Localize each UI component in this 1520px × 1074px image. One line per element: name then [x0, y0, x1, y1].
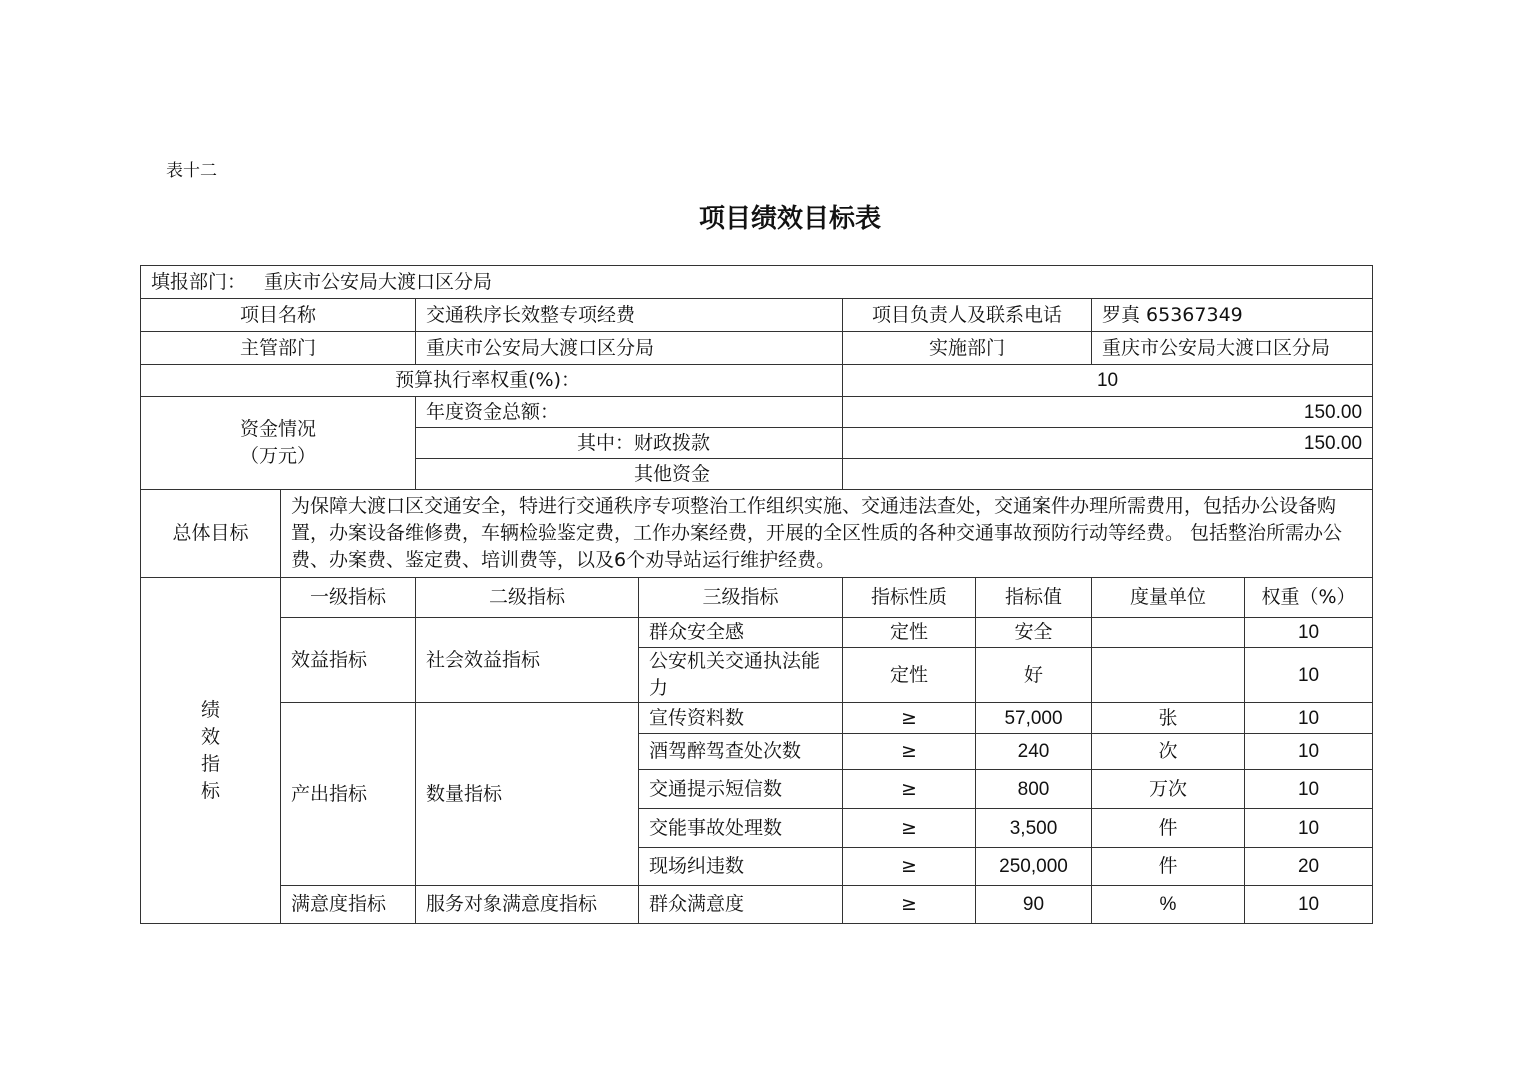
funds-other-label: 其他资金: [416, 459, 843, 490]
unit-cell: [1092, 648, 1245, 703]
level3-cell: 公安机关交通执法能力: [639, 648, 843, 703]
nature-cell: ≥: [843, 734, 976, 770]
unit-cell: 件: [1092, 848, 1245, 886]
table-row: [141, 886, 1373, 924]
level3-cell: 交能事故处理数: [639, 809, 843, 848]
header-unit: 度量单位: [1092, 578, 1245, 618]
fill-dept-cell: [141, 266, 1373, 299]
funds-total-label: 年度资金总额：: [416, 397, 843, 428]
dept-row: [141, 332, 1373, 365]
nature-cell: ≥: [843, 809, 976, 848]
budget-rate-value: 10: [843, 365, 1373, 397]
level3-cell: 宣传资料数: [639, 703, 843, 734]
project-name-row: [141, 299, 1373, 332]
unit-cell: 件: [1092, 809, 1245, 848]
supervisor-label: 主管部门: [141, 332, 416, 365]
table-row: [141, 618, 1373, 648]
funds-fiscal-label: 其中：财政拨款: [416, 428, 843, 459]
weight-cell: 10: [1245, 886, 1373, 924]
header-weight: 权重（%）: [1245, 578, 1373, 618]
funds-label-line1: 资金情况: [239, 418, 316, 440]
fill-dept-label: 填报部门：: [151, 270, 247, 293]
weight-cell: 10: [1245, 734, 1373, 770]
level1-output: 产出指标: [281, 703, 416, 886]
table-number-label: 表十二: [166, 161, 217, 181]
unit-cell: 张: [1092, 703, 1245, 734]
fill-dept-value: 重庆市公安局大渡口区分局: [264, 270, 493, 293]
value-cell: 好: [976, 648, 1092, 703]
weight-cell: 10: [1245, 770, 1373, 809]
value-cell: 250,000: [976, 848, 1092, 886]
table-row: [141, 703, 1373, 734]
value-cell: 3,500: [976, 809, 1092, 848]
indicator-header-row: [141, 578, 1373, 618]
value-cell: 240: [976, 734, 1092, 770]
unit-cell: 万次: [1092, 770, 1245, 809]
objective-label: 总体目标: [141, 490, 281, 578]
level1-benefit: 效益指标: [281, 618, 416, 703]
level1-satisfaction: 满意度指标: [281, 886, 416, 924]
funds-label: [141, 397, 416, 490]
level3-cell: 酒驾醉驾查处次数: [639, 734, 843, 770]
nature-cell: ≥: [843, 703, 976, 734]
page-title: 项目绩效目标表: [698, 204, 881, 234]
budget-rate-label: 预算执行率权重(%)：: [141, 365, 843, 397]
level3-cell: 群众安全感: [639, 618, 843, 648]
owner-label: 项目负责人及联系电话: [843, 299, 1092, 332]
value-cell: 90: [976, 886, 1092, 924]
project-name-value: 交通秩序长效整专项经费: [416, 299, 843, 332]
objective-row: [141, 490, 1373, 578]
performance-target-table: [140, 265, 1373, 924]
funds-total-value: 150.00: [843, 397, 1373, 428]
project-name-label: 项目名称: [141, 299, 416, 332]
weight-cell: 10: [1245, 703, 1373, 734]
unit-cell: %: [1092, 886, 1245, 924]
unit-cell: [1092, 618, 1245, 648]
level2-benefit: 社会效益指标: [416, 618, 639, 703]
level3-cell: 群众满意度: [639, 886, 843, 924]
weight-cell: 10: [1245, 809, 1373, 848]
value-cell: 57,000: [976, 703, 1092, 734]
header-level2: 二级指标: [416, 578, 639, 618]
weight-cell: 10: [1245, 648, 1373, 703]
funds-other-value: [843, 459, 1373, 490]
owner-value: 罗真 65367349: [1092, 299, 1373, 332]
budget-rate-row: [141, 365, 1373, 397]
weight-cell: 20: [1245, 848, 1373, 886]
funds-total-row: [141, 397, 1373, 428]
funds-label-line2: （万元）: [239, 445, 316, 467]
nature-cell: 定性: [843, 648, 976, 703]
nature-cell: 定性: [843, 618, 976, 648]
level2-output: 数量指标: [416, 703, 639, 886]
supervisor-value: 重庆市公安局大渡口区分局: [416, 332, 843, 365]
nature-cell: ≥: [843, 848, 976, 886]
level3-cell: 现场纠违数: [639, 848, 843, 886]
impl-dept-value: 重庆市公安局大渡口区分局: [1092, 332, 1373, 365]
level2-satisfaction: 服务对象满意度指标: [416, 886, 639, 924]
weight-cell: 10: [1245, 618, 1373, 648]
nature-cell: ≥: [843, 886, 976, 924]
value-cell: 800: [976, 770, 1092, 809]
impl-dept-label: 实施部门: [843, 332, 1092, 365]
fill-dept-row: [141, 266, 1373, 299]
unit-cell: 次: [1092, 734, 1245, 770]
funds-fiscal-value: 150.00: [843, 428, 1373, 459]
nature-cell: ≥: [843, 770, 976, 809]
indicators-section-label: 绩效指标: [141, 578, 281, 924]
objective-text: 为保障大渡口区交通安全，特进行交通秩序专项整治工作组织实施、交通违法查处，交通案件办理所需费用，包括办公设备购置，办案设备维修费，车辆检验鉴定费，工作办案经费，开展的全区性质的各种交通事故预防行动等经费。 包括整治所需办公费、办案费、鉴定费、培训费等，以及6个劝导站运行维护经费。: [281, 490, 1373, 578]
header-level1: 一级指标: [281, 578, 416, 618]
header-level3: 三级指标: [639, 578, 843, 618]
level3-cell: 交通提示短信数: [639, 770, 843, 809]
value-cell: 安全: [976, 618, 1092, 648]
header-nature: 指标性质: [843, 578, 976, 618]
header-value: 指标值: [976, 578, 1092, 618]
